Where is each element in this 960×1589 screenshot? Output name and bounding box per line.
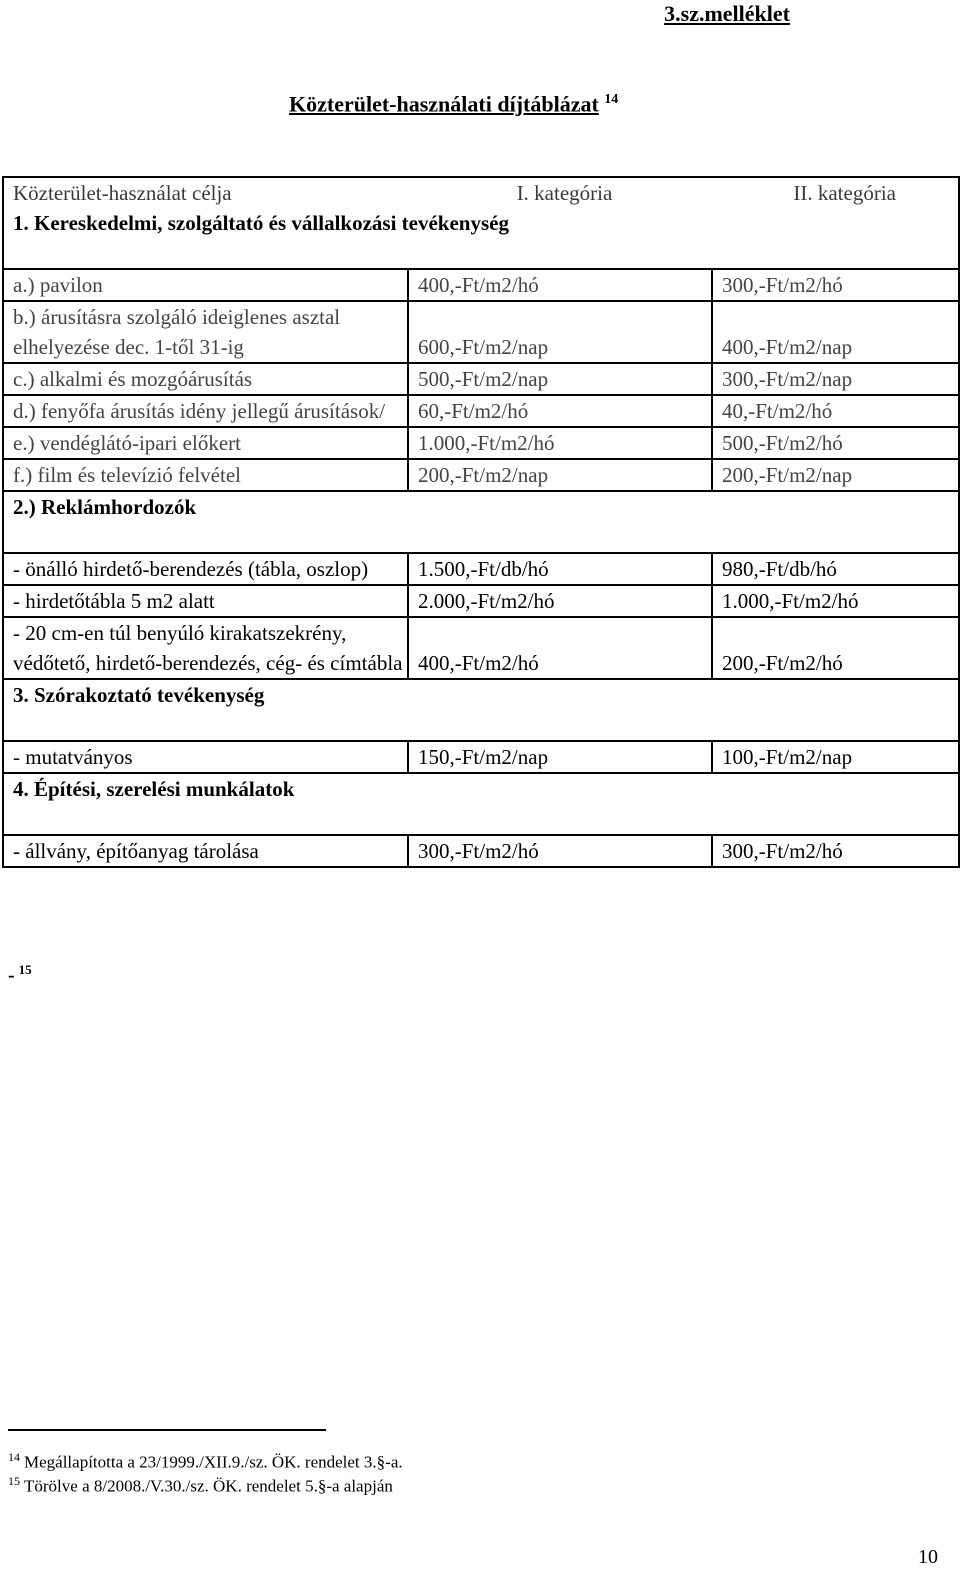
row-label: - mutatványos [3, 741, 408, 773]
table-row [3, 741, 959, 773]
row-cat1-value: 200,-Ft/m2/nap [408, 459, 712, 491]
table-row [3, 553, 959, 585]
page-title [289, 86, 618, 118]
table-row [3, 269, 959, 301]
footnote-separator [8, 1429, 326, 1431]
deleted-footnote-ref: 15 [18, 962, 32, 977]
row-label: c.) alkalmi és mozgóárusítás [3, 363, 408, 395]
row-label: a.) pavilon [3, 269, 408, 301]
row-cat2-value: 40,-Ft/m2/hó [712, 395, 959, 427]
row-cat2-value: 400,-Ft/m2/nap [712, 301, 959, 363]
row-cat1-value: 2.000,-Ft/m2/hó [408, 585, 712, 617]
row-label: - 20 cm-en túl benyúló kirakatszekrény, védőtető, hirdető-berendezés, cég- és címtábla [3, 617, 408, 679]
row-label: - önálló hirdető-berendezés (tábla, oszlop) [3, 553, 408, 585]
row-cat1-value: 400,-Ft/m2/hó [408, 617, 712, 679]
section-row-1 [3, 208, 959, 269]
table-row [3, 395, 959, 427]
deleted-item-mark [8, 962, 32, 988]
row-cat2-value: 300,-Ft/m2/hó [712, 269, 959, 301]
row-cat2-value: 100,-Ft/m2/nap [712, 741, 959, 773]
row-cat2-value: 980,-Ft/db/hó [712, 553, 959, 585]
table-row [3, 427, 959, 459]
row-cat1-value: 60,-Ft/m2/hó [408, 395, 712, 427]
row-label: e.) vendéglátó-ipari előkert [3, 427, 408, 459]
table-header-row [3, 177, 959, 208]
footnote-number: 14 [8, 1450, 20, 1464]
page-number: 10 [918, 1546, 938, 1568]
row-cat2-value: 300,-Ft/m2/hó [712, 835, 959, 867]
footnote-number: 15 [8, 1474, 20, 1488]
table-row [3, 835, 959, 867]
row-cat1-value: 300,-Ft/m2/hó [408, 835, 712, 867]
footnote-15 [8, 1470, 393, 1498]
section-row-2 [3, 491, 959, 553]
row-label: - állvány, építőanyag tárolása [3, 835, 408, 867]
section-3-title: 3. Szórakoztató tevékenység [3, 679, 959, 741]
row-cat1-value: 150,-Ft/m2/nap [408, 741, 712, 773]
row-cat2-value: 300,-Ft/m2/nap [712, 363, 959, 395]
row-cat1-value: 500,-Ft/m2/nap [408, 363, 712, 395]
table-row [3, 459, 959, 491]
row-cat1-value: 1.500,-Ft/db/hó [408, 553, 712, 585]
section-2-title: 2.) Reklámhordozók [3, 491, 959, 553]
header-category-1: I. kategória [408, 177, 712, 208]
deleted-dash: - [8, 964, 15, 987]
annex-label: 3.sz.melléklet [664, 1, 790, 26]
title-footnote-ref: 14 [604, 92, 619, 107]
section-row-3 [3, 679, 959, 741]
title-text: Közterület-használati díjtáblázat [289, 91, 599, 117]
row-cat2-value: 500,-Ft/m2/hó [712, 427, 959, 459]
table-row [3, 585, 959, 617]
row-cat2-value: 200,-Ft/m2/hó [712, 617, 959, 679]
row-cat1-value: 400,-Ft/m2/hó [408, 269, 712, 301]
table-row [3, 617, 959, 679]
fee-table [2, 176, 960, 868]
row-label: d.) fenyőfa árusítás idény jellegű árusítások/ [3, 395, 408, 427]
section-row-4 [3, 773, 959, 835]
section-4-title: 4. Építési, szerelési munkálatok [3, 773, 959, 835]
row-label: f.) film és televízió felvétel [3, 459, 408, 491]
table-row [3, 363, 959, 395]
footnote-text: Törölve a 8/2008./V.30./sz. ÖK. rendelet 5.§-a alapján [24, 1476, 393, 1496]
row-cat2-value: 200,-Ft/m2/nap [712, 459, 959, 491]
row-label: b.) árusításra szolgáló ideiglenes asztal elhelyezése dec. 1-től 31-ig [3, 301, 408, 363]
row-label: - hirdetőtábla 5 m2 alatt [3, 585, 408, 617]
row-cat2-value: 1.000,-Ft/m2/hó [712, 585, 959, 617]
table-row [3, 301, 959, 363]
row-cat1-value: 600,-Ft/m2/nap [408, 301, 712, 363]
footnote-text: Megállapította a 23/1999./XII.9./sz. ÖK. rendelet 3.§-a. [24, 1452, 403, 1472]
row-cat1-value: 1.000,-Ft/m2/hó [408, 427, 712, 459]
section-1-title: 1. Kereskedelmi, szolgáltató és vállalkozási tevékenység [3, 208, 959, 269]
header-purpose: Közterület-használat célja [3, 177, 408, 208]
header-category-2: II. kategória [712, 177, 959, 208]
